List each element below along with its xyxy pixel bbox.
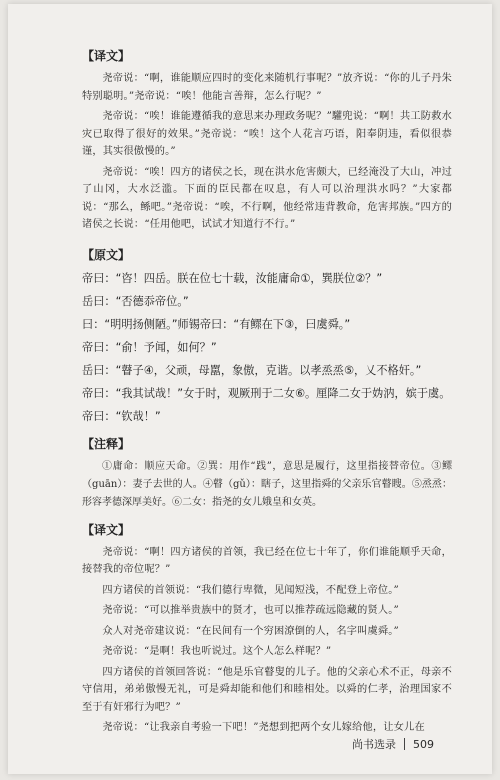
translation-paragraph: 尧帝说：“是啊！我也听说过。这个人怎么样呢？” [102,646,332,657]
section-heading-translation-2: 【译文】 [82,522,131,537]
original-text-line: 帝曰：“钦哉！” [82,409,161,423]
translation-paragraph: 尧帝说：“可以推举贵族中的贤才，也可以推荐疏远隐藏的贤人。” [102,605,399,616]
annotation-notes: ①庸命：顺应天命。②巽：用作“践”，意思是履行，这里指接替帝位。③鳏（guān）：妻子去世的人。④瞽（gǔ）：瞎子，这里指舜的父亲乐官瞽瞍。⑤烝烝：形容孝德深厚美好。⑥二女：指尧的女儿娥皇和女英。 [82,460,452,508]
section-heading-original: 【原文】 [82,247,131,262]
section-heading-annotations: 【注释】 [82,436,131,451]
original-text-line: 帝曰：“咨！四岳。朕在位七十载，汝能庸命①，巽朕位②？” [82,271,383,285]
original-text-line: 曰：“明明扬侧陋。”师锡帝曰：“有鳏在下③，曰虞舜。” [82,317,351,331]
page-number: 509 [413,737,434,751]
footer-divider [404,738,405,750]
original-text-line: 岳曰：“否德忝帝位。” [82,294,189,308]
translation-paragraph: 尧帝说：“让我亲自考验一下吧！”尧想到把两个女儿嫁给他，让女儿在 [102,722,425,733]
page-content [82,48,452,740]
original-text-line: 帝曰：“俞！予闻，如何？” [82,340,217,354]
book-page [8,4,492,774]
translation-paragraph: 四方诸侯的首领说：“我们德行卑微，见闻短浅，不配登上帝位。” [102,584,399,596]
section-heading-translation-1: 【译文】 [82,49,131,63]
translation-paragraph: 众人对尧帝建议说：“在民间有一个穷困潦倒的人，名字叫虞舜。” [102,625,399,637]
translation-paragraph: 四方诸侯的首领回答说：“他是乐官瞽叟的儿子。他的父亲心术不正，母亲不守信用，弟弟傲慢无礼，可是舜却能和他们和睦相处。以舜的仁孝，治理国家不至于有奸邪行为吧？” [82,666,452,713]
translation-paragraph: 尧帝说：“啊，谁能顺应四时的变化来随机行事呢？”放齐说：“你的儿子丹朱特别聪明。”尧帝说：“唉！他能言善辩，怎么行呢？” [82,73,452,102]
original-text-line: 岳曰：“瞽子④，父顽，母嚚，象傲，克谐。以孝烝烝⑤，乂不格奸。” [82,363,422,377]
translation-paragraph: 尧帝说：“唉！四方的诸侯之长，现在洪水危害颇大，已经淹没了大山，冲过了山冈，大水泛滥。下面的臣民都在叹息，有人可以治理洪水吗？”大家都说：“那么，鲧吧。”尧帝说：“唉，不行啊，他经常违背教命，危害邦族。”四方的诸侯之长说：“任用他吧，试试才知道行不行。” [82,166,452,230]
translation-paragraph: 尧帝说：“啊！四方诸侯的首领，我已经在位七十年了，你们谁能顺乎天命，接替我的帝位呢？” [82,546,452,575]
page-footer [352,736,434,752]
translation-paragraph: 尧帝说：“唉！谁能遵循我的意思来办理政务呢？”驩兜说：“啊！共工防救水灾已取得了很好的效果。”尧帝说：“唉！这个人花言巧语，阳奉阴违，看似很恭谨，其实很傲慢的。” [82,111,452,157]
running-title: 尚书选录 [352,738,396,751]
original-text-line: 帝曰：“我其试哉！”女于时，观厥刑于二女⑥。厘降二女于妫汭，嫔于虞。 [82,386,451,400]
